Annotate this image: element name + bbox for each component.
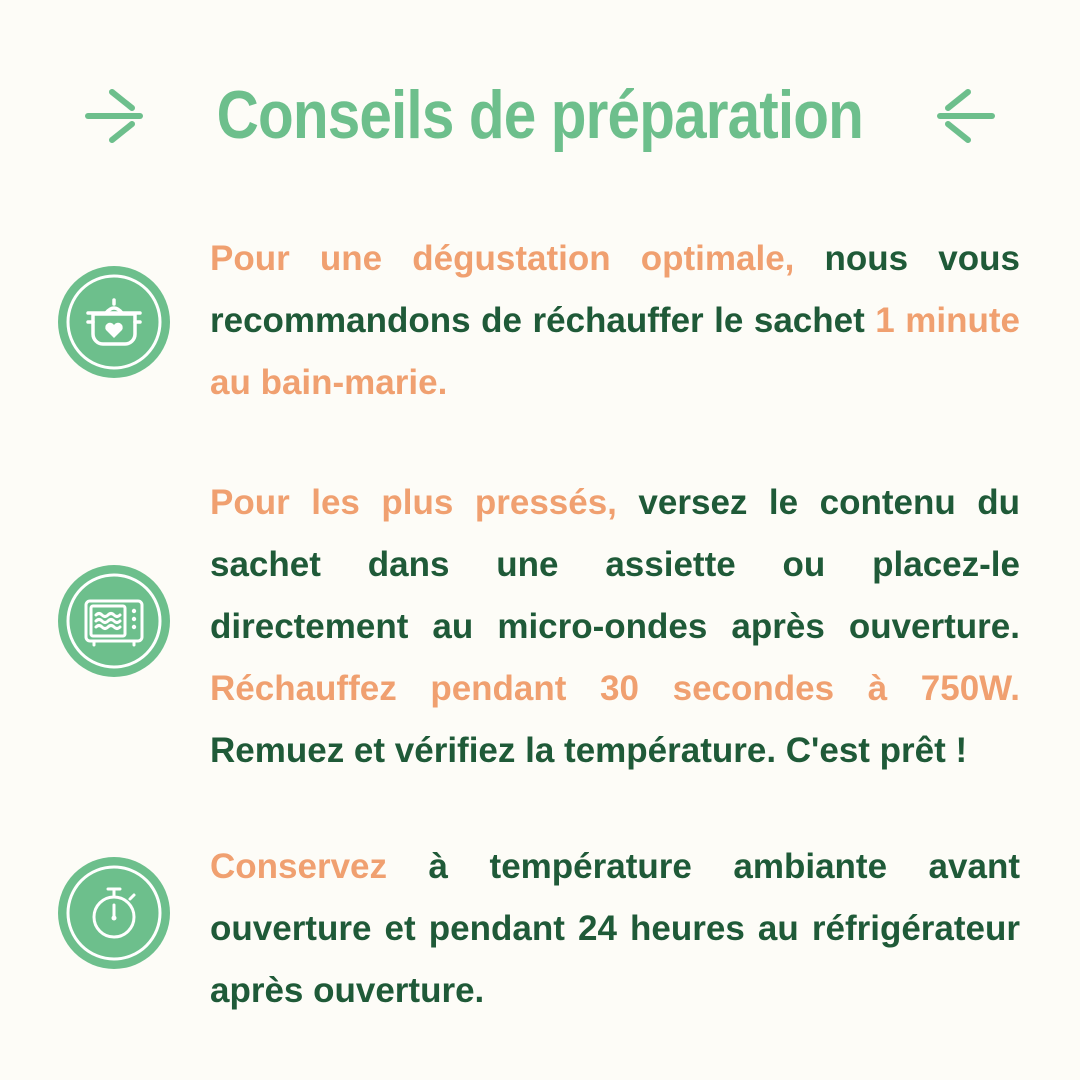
stopwatch-icon [56, 855, 172, 971]
highlight-text: Pour les plus pressés, [210, 483, 617, 522]
body-text: à température ambiante avant ouverture et pendant 24 heures au réfrigérateur après ouverture. [210, 847, 1020, 1010]
header [0, 70, 1080, 160]
page-title: Conseils de préparation [216, 77, 864, 153]
highlight-text: Réchauffez pendant 30 secondes à 750W. [210, 669, 1020, 708]
body-text: Remuez et vérifiez la température. C'est prêt ! [210, 731, 968, 770]
tip-text [210, 228, 1020, 414]
tip-text [210, 472, 1020, 782]
tip-text [210, 836, 1020, 1022]
body-text: versez le contenu du sachet dans une assiette ou placez-le directement au micro-ondes après ouverture. [210, 483, 1020, 646]
highlight-text: Pour une dégustation optimale, [210, 239, 795, 278]
burst-lines-icon [934, 80, 996, 150]
microwave-icon [56, 563, 172, 679]
burst-lines-icon [84, 80, 146, 150]
cooking-pot-heart-icon [56, 264, 172, 380]
body-text: nous vous recommandons de réchauffer le sachet [210, 239, 1020, 340]
highlight-text: 1 minute au bain-marie. [210, 301, 1020, 402]
highlight-text: Conservez [210, 847, 388, 886]
